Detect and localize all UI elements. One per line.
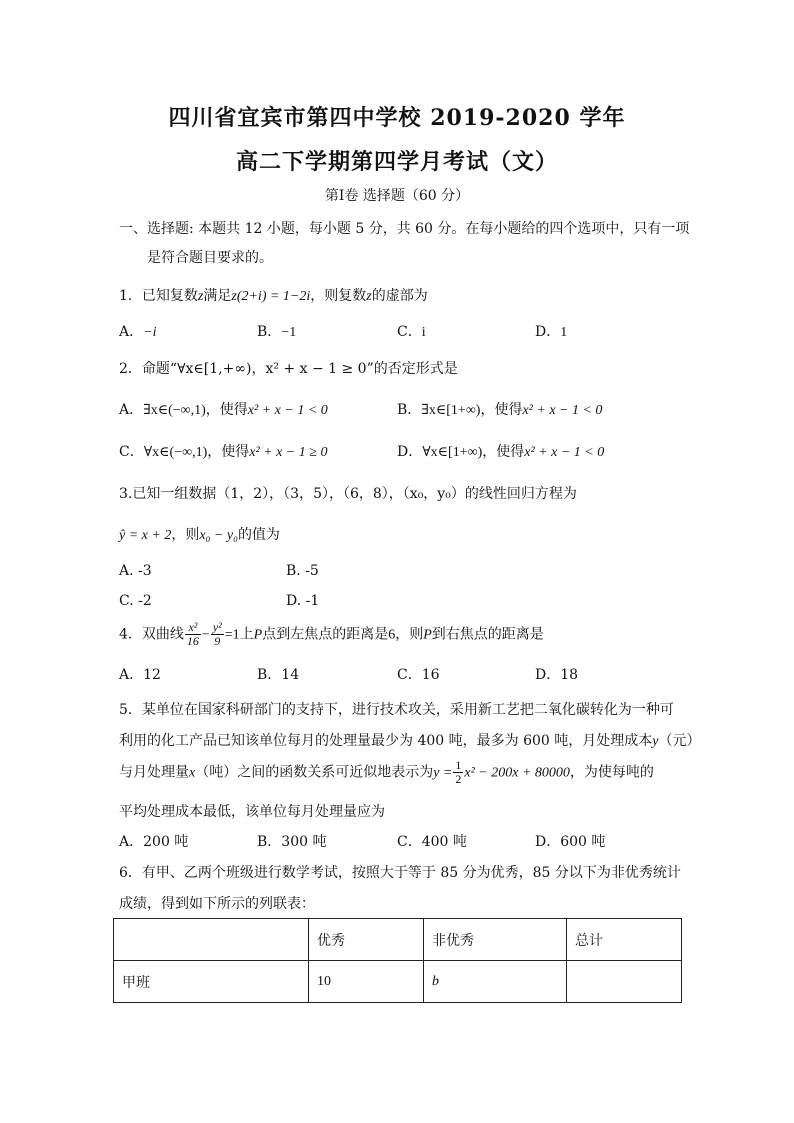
q3-option-d: D. -1 bbox=[286, 593, 320, 609]
instructions-line1: 一、选择题: 本题共 12 小题，每小题 5 分，共 60 分。在每小题给的四个选项中，只有一项 bbox=[119, 221, 690, 237]
question-5-stem-line3: 与月处理量x（吨）之间的函数关系可近似地表示为y = $\frac{1}{2}$ x² − 200x + 80000，为使每吨的 bbox=[119, 758, 654, 786]
q1-post: ，则复数 bbox=[310, 288, 367, 304]
q1-var-z: z bbox=[197, 289, 204, 304]
table-header-cell: 非优秀 bbox=[424, 919, 567, 961]
q2-option-a: A．∃x∈(−∞,1)，使得x² + x − 1 < 0 bbox=[119, 402, 328, 418]
section-heading: 第I卷 选择题（60 分） bbox=[324, 188, 470, 204]
table-header-cell: 优秀 bbox=[309, 919, 424, 961]
question-4-stem: 4．双曲线 $\frac{\text{x²}}{16}$ − $\frac{\text{y²}}{9}$ =1上P点到左焦点的距离是6，则P到右焦点的距离是 bbox=[119, 620, 544, 648]
q3-option-a: A. -3 bbox=[119, 563, 152, 579]
q5-option-d: D．600 吨 bbox=[535, 834, 606, 850]
q1-option-a: A．−i bbox=[119, 324, 157, 340]
table-header-cell: 总计 bbox=[567, 919, 682, 961]
question-5-stem-line4: 平均处理成本最低，该单位每月处理量应为 bbox=[119, 804, 385, 820]
table-header-cell bbox=[114, 919, 309, 961]
q1-pre: 已知复数 bbox=[141, 288, 198, 304]
q1-option-c: C．i bbox=[397, 324, 426, 340]
q4-option-b: B．14 bbox=[257, 667, 300, 683]
q2-option-b: B．∃x∈[1+∞)，使得x² + x − 1 < 0 bbox=[397, 402, 603, 418]
q5-option-c: C．400 吨 bbox=[397, 834, 467, 850]
table-cell: 甲班 bbox=[114, 961, 309, 1003]
question-number: 1． bbox=[119, 288, 142, 304]
q4-option-c: C．16 bbox=[397, 667, 440, 683]
contingency-table bbox=[113, 918, 682, 1003]
q5-option-a: A．200 吨 bbox=[119, 834, 189, 850]
question-3-stem-line2: ŷ = x + 2，则x₀ − y₀的值为 bbox=[119, 527, 280, 543]
q4-option-d: D．18 bbox=[535, 667, 579, 683]
q4-fraction-2: $\frac{\text{y²}}{9}$ bbox=[212, 620, 222, 648]
q2-option-c: C．∀x∈(−∞,1)，使得x² + x − 1 ≥ 0 bbox=[119, 444, 328, 460]
q3-option-c: C. -2 bbox=[119, 593, 152, 609]
table-header-row bbox=[114, 919, 682, 961]
q2-option-d: D．∀x∈[1+∞)，使得x² + x − 1 < 0 bbox=[397, 444, 605, 460]
page-title-line1: 四川省宜宾市第四中学校 2019-2020 学年 bbox=[168, 105, 626, 131]
question-5-stem: 5．某单位在国家科研部门的支持下，进行技术攻关，采用新工艺把二氧化碳转化为一种可 bbox=[119, 702, 674, 718]
question-2-stem: 2．命题“∀x∈[1,+∞)，x² + x − 1 ≥ 0”的否定形式是 bbox=[119, 361, 458, 377]
page-title-line2: 高二下学期第四学月考试（文） bbox=[235, 149, 558, 175]
question-5-stem-line2: 利用的化工产品已知该单位每月的处理量最少为 400 吨，最多为 600 吨，月处理成本y（元） bbox=[119, 733, 701, 749]
table-cell: 10 bbox=[309, 961, 424, 1003]
q4-fraction-1: $\frac{\text{x²}}{16}$ bbox=[186, 620, 199, 648]
question-1-stem bbox=[119, 285, 428, 305]
q3-option-b: B. -5 bbox=[286, 563, 319, 579]
q1-expr: z(2+i) = 1−2i bbox=[231, 289, 311, 304]
question-3-stem: 3.已知一组数据（1，2），（3，5），（6，8），（x₀，y₀）的线性回归方程为 bbox=[119, 486, 577, 502]
question-6-stem: 6．有甲、乙两个班级进行数学考试，按照大于等于 85 分为优秀，85 分以下为非优秀统计 bbox=[119, 865, 681, 881]
q1-option-b: B．−1 bbox=[257, 324, 297, 340]
q1-option-d: D．1 bbox=[535, 324, 568, 340]
table-cell bbox=[567, 961, 682, 1003]
table-row bbox=[114, 961, 682, 1003]
q5-fraction: $\frac{1}{2}$ bbox=[455, 758, 462, 786]
q1-var-z2: z bbox=[366, 289, 372, 304]
instructions-line2: 是符合题目要求的。 bbox=[147, 250, 273, 266]
q4-option-a: A．12 bbox=[119, 667, 161, 683]
table-cell: b bbox=[424, 961, 567, 1003]
q5-option-b: B．300 吨 bbox=[257, 834, 327, 850]
q1-cond: 满足 bbox=[203, 288, 232, 304]
q1-post2: 的虚部为 bbox=[371, 288, 428, 304]
question-6-stem-line2: 成绩，得到如下所示的列联表： bbox=[119, 896, 315, 912]
